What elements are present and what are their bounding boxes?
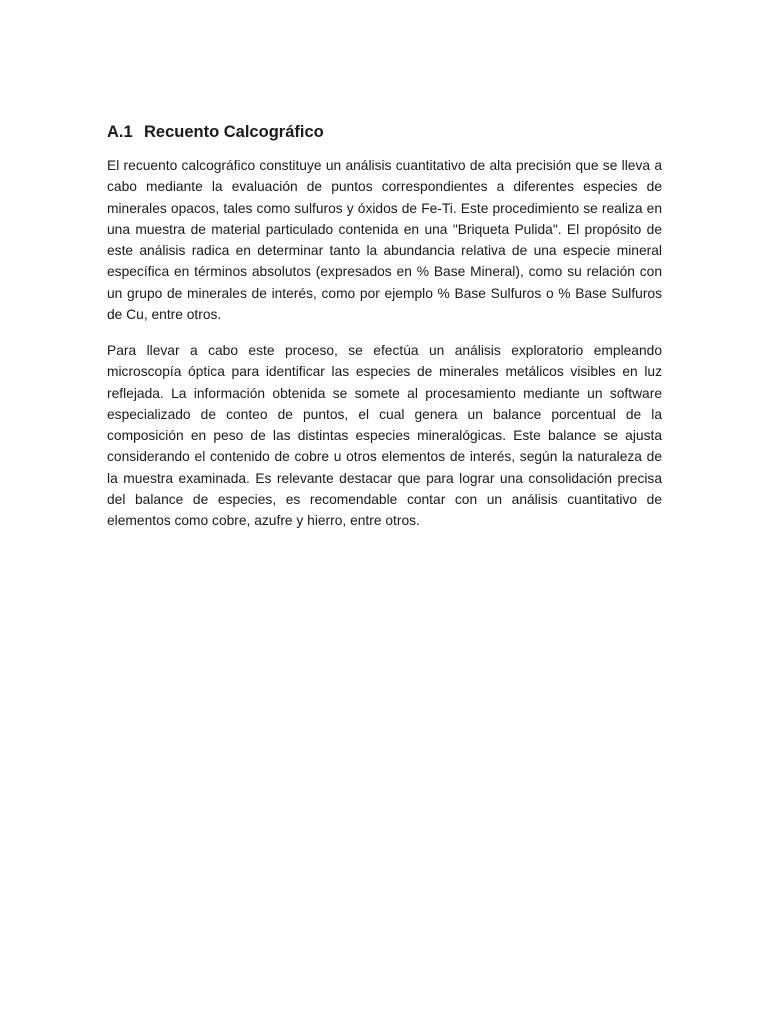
paragraph-1: El recuento calcográfico constituye un análisis cuantitativo de alta precisión que se lleva a cabo mediante la evaluación de puntos correspondientes a diferentes especies de minerales opacos, tales como sulfuros y óxidos de Fe-Ti. Este procedimiento se realiza en una muestra de material particulado contenida en una "Briqueta Pulida". El propósito de este análisis radica en determinar tanto la abundancia relativa de una especie mineral específica en términos absolutos (expresados en % Base Mineral), como su relación con un grupo de minerales de interés, como por ejemplo % Base Sulfuros o % Base Sulfuros de Cu, entre otros. [107,158,662,323]
paragraph-2: Para llevar a cabo este proceso, se efectúa un análisis exploratorio empleando microscopía óptica para identificar las especies de minerales metálicos visibles en luz reflejada. La información obtenida se somete al procesamiento mediante un software especializado de conteo de puntos, el cual genera un balance porcentual de la composición en peso de las distintas especies mineralógicas. Este balance se ajusta considerando el contenido de cobre u otros elementos de interés, según la naturaleza de la muestra examinada. Es relevante destacar que para lograr una consolidación precisa del balance de especies, es recomendable contar con un análisis cuantitativo de elementos como cobre, azufre y hierro, entre otros. [107,343,662,529]
section-heading [107,121,324,143]
section-title: Recuento Calcográfico [144,123,324,141]
section-number: A.1 [107,123,133,141]
